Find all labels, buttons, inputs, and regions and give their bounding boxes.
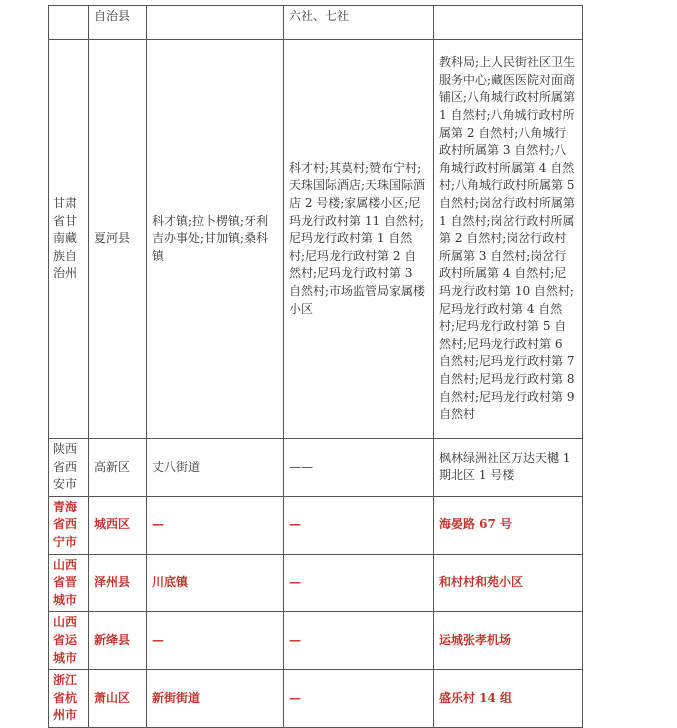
province-cell: 山西省晋城市 [49, 554, 89, 612]
table-row [49, 439, 583, 497]
province-cell: 陕西省西安市 [49, 439, 89, 497]
province-cell: 青海省西宁市 [49, 496, 89, 554]
town-cell: 川底镇 [147, 554, 284, 612]
places-cell [434, 6, 583, 40]
county-cell: 泽州县 [89, 554, 147, 612]
risk-area-table [48, 5, 583, 728]
places-cell: 枫林绿洲社区万达天樾 1 期北区 1 号楼 [434, 439, 583, 497]
county-cell: 萧山区 [89, 670, 147, 728]
province-cell: 甘肃省甘南藏族自治州 [49, 40, 89, 439]
province-cell [49, 6, 89, 40]
area-cell: — [284, 612, 434, 670]
county-cell: 高新区 [89, 439, 147, 497]
area-cell: 六社、七社 [284, 6, 434, 40]
area-cell: — [284, 670, 434, 728]
town-cell: 新街街道 [147, 670, 284, 728]
table-row-highlighted [49, 554, 583, 612]
county-cell: 自治县 [89, 6, 147, 40]
town-cell: — [147, 612, 284, 670]
table-row-highlighted [49, 496, 583, 554]
places-cell: 教科局;上人民街社区卫生服务中心;藏医医院对面商铺区;八角城行政村所属第 1 自然村;八角城行政村所属第 2 自然村;八角城行政村所属第 3 自然村;八角城行政村所属第 4 自然村;八角城行政村所属第 5 自然村;岗岔行政村所属第 1 自然村;岗岔行政村所属第 2 自然村;岗岔行政村所属第 3 自然村;岗岔行政村所属第 4 自然村;尼玛龙行政村第 10 自然村;尼玛龙行政村第 4 自然村;尼玛龙行政村第 5 自然村;尼玛龙行政村第 6 自然村;尼玛龙行政村第 7 自然村;尼玛龙行政村第 8 自然村;尼玛龙行政村第 9 自然村 [434, 40, 583, 439]
county-cell: 城西区 [89, 496, 147, 554]
province-cell: 山西省运城市 [49, 612, 89, 670]
places-cell: 海晏路 67 号 [434, 496, 583, 554]
places-cell: 盛乐村 14 组 [434, 670, 583, 728]
places-cell: 和村村和苑小区 [434, 554, 583, 612]
table-row [49, 40, 583, 439]
county-cell: 新绛县 [89, 612, 147, 670]
places-cell: 运城张孝机场 [434, 612, 583, 670]
table-row [49, 6, 583, 40]
table-row-highlighted [49, 612, 583, 670]
province-cell: 浙江省杭州市 [49, 670, 89, 728]
town-cell [147, 6, 284, 40]
table-row-highlighted [49, 670, 583, 728]
area-cell: — [284, 554, 434, 612]
area-cell: 科才村;其莫村;赞布宁村;天珠国际酒店;天珠国际酒店 2 号楼;家属楼小区;尼玛龙行政村第 11 自然村;尼玛龙行政村第 1 自然村;尼玛龙行政村第 2 自然村;尼玛龙行政村第 3 自然村;市场监管局家属楼小区 [284, 40, 434, 439]
town-cell: 科才镇;拉卜楞镇;牙利吉办事处;甘加镇;桑科镇 [147, 40, 284, 439]
town-cell: 丈八街道 [147, 439, 284, 497]
area-cell: —— [284, 439, 434, 497]
county-cell: 夏河县 [89, 40, 147, 439]
town-cell: — [147, 496, 284, 554]
area-cell: — [284, 496, 434, 554]
